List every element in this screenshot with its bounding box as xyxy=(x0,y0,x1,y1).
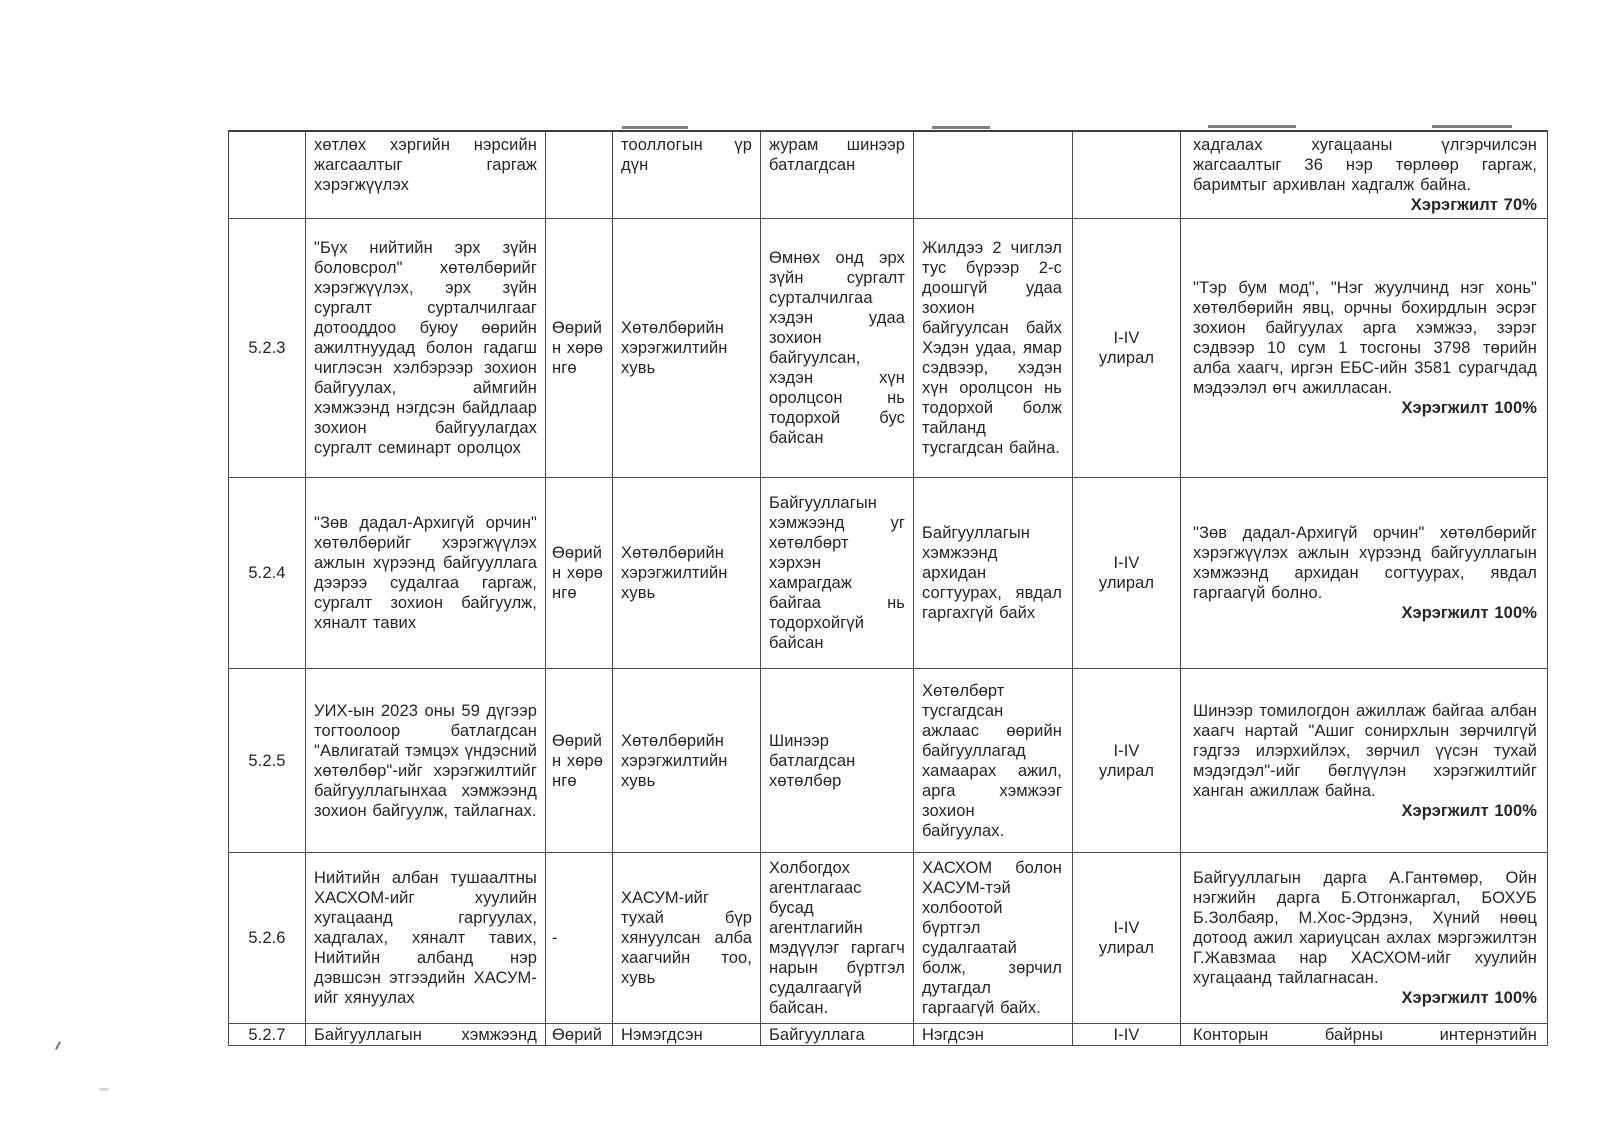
cell-activity: Байгууллагын хэмжээнд xyxy=(306,1024,546,1046)
result-grade: Хэрэгжилт 100% xyxy=(1401,801,1537,820)
cell-funding: Өөрийн хөрөнгө xyxy=(546,219,613,478)
scan-artifact xyxy=(622,126,688,129)
cell-activity: "Зөв дадал-Архигүй орчин" хөтөлбөрийг хэрэгжүүлэх ажлын хүрээнд байгууллага дээрээ судалгаа гаргаж, сургалт зохион байгуулж, хяналт тавих xyxy=(306,478,546,669)
cell-no: 5.2.3 xyxy=(229,219,306,478)
cell-activity: Нийтийн албан тушаалтны ХАСХОМ-ийг хуулийн хугацаанд гаргуулах, хадгалах, хяналт тавих, Нийтийн албанд нэр дэвшсэн этгээдийн ХАСУМ-ийг хянуулах xyxy=(306,853,546,1024)
cell-activity: "Бүх нийтийн эрх зүйн боловсрол" хөтөлбөрийг хэрэгжүүлэх, эрх зүйн сургалт сурталчилгааг дотооддоо буюу өөрийн ажилтнуудад болон гадагш чиглэсэн хэлбэрээр зохион байгуулах, аймгийн хэмжээнд нэгдсэн байдлаар зохион байгуулагдах сургалт семинарт оролцох xyxy=(306,219,546,478)
cell-target: Байгууллагын хэмжээнд архидан согтуурах, явдал гаргахгүй байх xyxy=(914,478,1073,669)
result-grade: Хэрэгжилт 100% xyxy=(1401,399,1537,417)
cell-indicator: ХАСУМ-ийг тухай бүр хянуулсан алба хаагчийн тоо, хувь xyxy=(613,853,761,1024)
cell-target: Нэгдсэн xyxy=(914,1024,1073,1046)
cell-period: I-IV улирал xyxy=(1073,478,1181,669)
scan-artifact xyxy=(1208,125,1296,128)
result-grade: Хэрэгжилт 100% xyxy=(1401,604,1537,622)
cell-indicator: Хөтөлбөрийн хэрэгжилтийн хувь xyxy=(613,219,761,478)
cell-indicator: тооллогын үр дүн xyxy=(613,131,761,219)
cell-period: I-IV улирал xyxy=(1073,853,1181,1024)
cell-no: 5.2.5 xyxy=(229,669,306,853)
cell-result xyxy=(1181,669,1548,853)
cell-funding: Өөрийн хөрөнгө xyxy=(546,478,613,669)
table-row xyxy=(229,1024,1548,1046)
cell-funding: Өөрийн хөрөнгө xyxy=(546,669,613,853)
cell-period xyxy=(1073,131,1181,219)
cell-result xyxy=(1181,853,1548,1024)
cell-baseline: журам шинээр батлагдсан xyxy=(761,131,914,219)
cell-period: I-IV улирал xyxy=(1073,669,1181,853)
cell-no: 5.2.4 xyxy=(229,478,306,669)
cell-no xyxy=(229,131,306,219)
cell-baseline: Өмнөх онд эрх зүйн сургалт сурталчилгаа хэдэн удаа зохион байгуулсан, хэдэн хүн оролцсон нь тодорхой бус байсан xyxy=(761,219,914,478)
cell-target xyxy=(914,131,1073,219)
cell-no: 5.2.6 xyxy=(229,853,306,1024)
result-text: "Зөв дадал-Архигүй орчин" хөтөлбөрийг хэрэгжүүлэх ажлын хүрээнд байгууллагын хэмжээнд архидан согтуурах, явдал гаргаагүй болно. xyxy=(1193,524,1537,602)
scanned-sheet xyxy=(228,130,1548,1046)
cell-funding: - xyxy=(546,853,613,1024)
cell-result xyxy=(1181,478,1548,669)
cell-indicator: Хөтөлбөрийн хэрэгжилтийн хувь xyxy=(613,669,761,853)
cell-baseline: Байгууллагын хэмжээнд уг хөтөлбөрт хэрхэн хамрагдаж байгаа нь тодорхойгүй байсан xyxy=(761,478,914,669)
result-text: Конторын байрны интернэтийн xyxy=(1193,1026,1537,1044)
cell-target: ХАСХОМ болон ХАСУМ-тэй холбоотой бүртгэл судалгаатай болж, зөрчил дутагдал гаргаагүй байх. xyxy=(914,853,1073,1024)
cell-target: Жилдээ 2 чиглэл тус бүрээр 2-с доошгүй удаа зохион байгуулсан байх Хэдэн удаа, ямар сэдвээр, хэдэн хүн оролцсон нь тодорхой болж тайланд тусгагдсан байна. xyxy=(914,219,1073,478)
scan-artifact xyxy=(55,1041,61,1050)
cell-result xyxy=(1181,131,1548,219)
cell-baseline: Шинээр батлагдсан хөтөлбөр xyxy=(761,669,914,853)
report-table xyxy=(228,130,1548,1046)
cell-result xyxy=(1181,219,1548,478)
cell-funding xyxy=(546,131,613,219)
table-row xyxy=(229,853,1548,1024)
cell-baseline: Холбогдох агентлагаас бусад агентлагийн мэдүүлэг гаргагч нарын бүртгэл судалгаагүй байсан. xyxy=(761,853,914,1024)
scan-artifact xyxy=(932,126,990,129)
cell-funding: Өөрий xyxy=(546,1024,613,1046)
result-text: "Тэр бум мод", "Нэг жуулчинд нэг хонь" хөтөлбөрийн явц, орчны бохирдлын эсрэг зохион байгуулах арга хэмжээ, зэрэг сэдвээр 10 сум 1 тосгоны 3798 төрийн алба хаагч, иргэн ЕБС-ийн 3581 сурагчдад мэдээлэл өгч ажилласан. xyxy=(1193,279,1537,397)
cell-result xyxy=(1181,1024,1548,1046)
cell-activity: УИХ-ын 2023 оны 59 дүгээр тогтоолоор батлагдсан "Авлигатай тэмцэх үндэсний хөтөлбөр"-ийг хэрэгжилтийг байгууллагынхаа хэмжээнд зохион байгуулж, тайлагнах. xyxy=(306,669,546,853)
scan-artifact xyxy=(99,1088,109,1091)
result-grade: Хэрэгжилт 70% xyxy=(1410,196,1537,214)
result-text: Байгууллагын дарга А.Гантөмөр, Ойн нэгжийн дарга Б.Отгонжаргал, БОХУБ Б.Золбаяр, М.Хос-Эрдэнэ, Хүний нөөц дотоод ажил хариуцсан ахлах мэргэжилтэн Г.Жавзмаа нар ХАСХОМ-ийг хуулийн хугацаанд тайлагнасан. xyxy=(1193,869,1537,987)
cell-indicator: Хөтөлбөрийн хэрэгжилтийн хувь xyxy=(613,478,761,669)
cell-activity: хөтлөх хэргийн нэрсийн жагсаалтыг гаргаж хэрэгжүүлэх xyxy=(306,131,546,219)
result-text: Шинээр томилогдон ажиллаж байгаа албан хаагч нартай "Ашиг сонирхлын зөрчилгүй гэдгээ илэрхийлэх, зөрчил үүсэн тухай мэдэгдэл"-ийг бөглүүлэн хэрэгжилтийг ханган ажиллаж байна. xyxy=(1193,701,1537,800)
cell-period: I-IV улирал xyxy=(1073,219,1181,478)
cell-indicator: Нэмэгдсэн xyxy=(613,1024,761,1046)
result-text: хадгалах хугацааны үлгэрчилсэн жагсаалтыг 36 нэр төрлөөр гаргаж, баримтыг архивлан хадгалж байна. xyxy=(1193,136,1537,194)
table-row xyxy=(229,669,1548,853)
cell-period: I-IV xyxy=(1073,1024,1181,1046)
cell-no: 5.2.7 xyxy=(229,1024,306,1046)
scan-artifact xyxy=(1432,125,1512,128)
table-row xyxy=(229,131,1548,219)
table-row xyxy=(229,219,1548,478)
table-row xyxy=(229,478,1548,669)
cell-target: Хөтөлбөрт тусгагдсан ажлаас өөрийн байгууллагад хамаарах ажил, арга хэмжээг зохион байгуулах. xyxy=(914,669,1073,853)
cell-baseline: Байгууллага xyxy=(761,1024,914,1046)
result-grade: Хэрэгжилт 100% xyxy=(1401,989,1537,1007)
